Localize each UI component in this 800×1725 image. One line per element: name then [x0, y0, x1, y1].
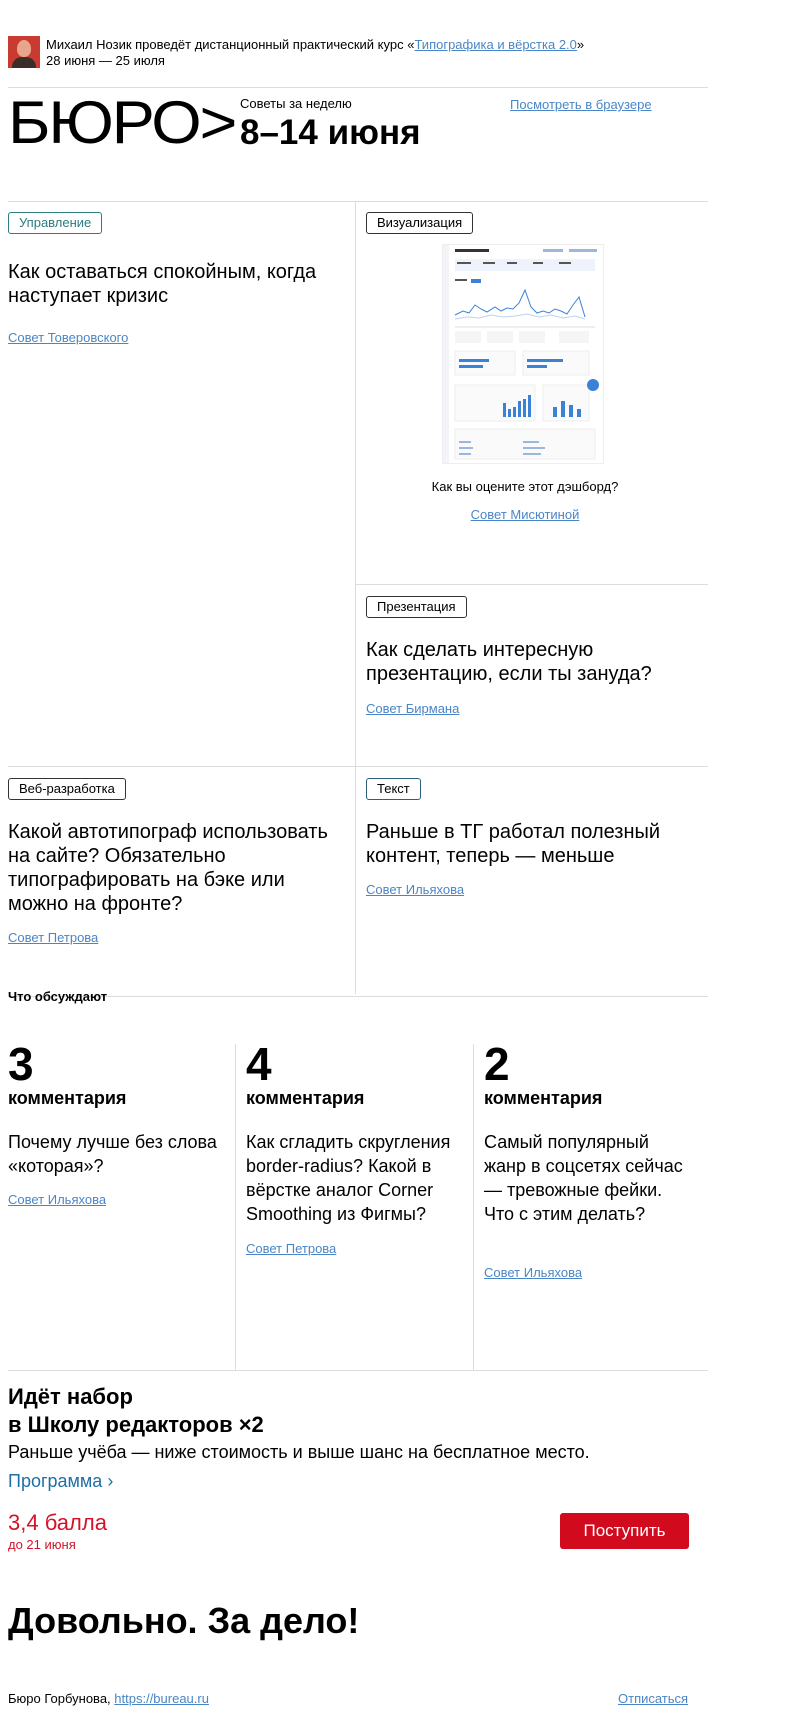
outro-heading: Довольно. За дело!	[8, 1600, 360, 1641]
school-subtitle: Раньше учёба — ниже стоимость и выше шанс на бесплатное место.	[8, 1442, 590, 1462]
discussion-title[interactable]: Самый популярный жанр в соцсетях сейчас — тревожные фейки. Что с этим делать?	[484, 1132, 683, 1224]
unsubscribe-link[interactable]: Отписаться	[618, 1691, 689, 1706]
discussion-title[interactable]: Почему лучше без слова «которая»?	[8, 1132, 217, 1176]
footer-text: Бюро Горбунова, https://bureau.ru	[8, 1691, 209, 1706]
comment-count: 2	[484, 1038, 510, 1090]
admission-score: 3,4 балла	[8, 1510, 107, 1535]
comment-count-label: комментария	[484, 1088, 603, 1108]
discussion-author-link[interactable]: Совет Петрова	[246, 1241, 337, 1256]
card-title[interactable]: Как сделать интересную презентацию, если ты зануда?	[366, 639, 652, 685]
tag-visualization[interactable]: Визуализация	[366, 212, 473, 234]
tag-web-development[interactable]: Веб-разработка	[8, 778, 126, 800]
comment-count-label: комментария	[246, 1088, 365, 1108]
comment-count-label: комментария	[8, 1088, 127, 1108]
promo-text: Михаил Нозик проведёт дистанционный практический курс «Типографика и вёрстка 2.0»	[46, 37, 585, 52]
card-title[interactable]: Какой автотипограф использовать на сайте? Обязательно типографировать на бэке или можно на фронте?	[8, 821, 328, 915]
admission-deadline: до 21 июня	[8, 1537, 76, 1552]
discussion-title[interactable]: Как сгладить скругления border-radius? Какой в вёрстке аналог Corner Smoothing из Фигмы?	[246, 1132, 451, 1224]
tag-text[interactable]: Текст	[366, 778, 421, 800]
tag-management[interactable]: Управление	[8, 212, 102, 234]
school-title: Идёт набор в Школу редакторов ×2	[8, 1384, 264, 1437]
discussion-author-link[interactable]: Совет Ильяхова	[484, 1265, 583, 1280]
instructor-avatar	[8, 36, 40, 68]
card-author-link[interactable]: Совет Товеровского	[8, 330, 129, 345]
card-title[interactable]: Раньше в ТГ работал полезный контент, теперь — меньше	[366, 821, 661, 867]
bureau-logo: БЮРО>	[8, 89, 236, 156]
discussion-author-link[interactable]: Совет Ильяхова	[8, 1192, 107, 1207]
program-link[interactable]: Программа ›	[8, 1471, 114, 1491]
newsletter-subtitle: Советы за неделю	[240, 96, 352, 111]
card-title[interactable]: Как оставаться спокойным, когда наступает кризис	[8, 261, 317, 307]
view-in-browser-link[interactable]: Посмотреть в браузере	[510, 97, 652, 112]
discussion-heading: Что обсуждают	[8, 989, 108, 1004]
tag-presentation[interactable]: Презентация	[366, 596, 467, 618]
card-author-link[interactable]: Совет Петрова	[8, 930, 99, 945]
course-promo-banner	[8, 36, 708, 70]
newsletter-dates: 8–14 июня	[240, 113, 421, 152]
comment-count: 4	[246, 1038, 272, 1090]
card-author-link[interactable]: Совет Ильяхова	[366, 882, 465, 897]
card-author-link[interactable]: Совет Бирмана	[366, 701, 460, 716]
dashboard-screenshot[interactable]	[442, 244, 604, 464]
site-link[interactable]: https://bureau.ru	[114, 1691, 209, 1706]
dashboard-caption: Как вы оцените этот дэшборд?	[431, 479, 619, 494]
card-author-link[interactable]: Совет Мисютиной	[470, 507, 580, 522]
chevron-right-icon: ›	[102, 1471, 114, 1491]
comment-count: 3	[8, 1038, 34, 1090]
promo-dates: 28 июня — 25 июля	[46, 53, 165, 68]
course-link[interactable]: Типографика и вёрстка 2.0	[414, 37, 577, 52]
apply-button[interactable]: Поступить	[560, 1513, 689, 1549]
